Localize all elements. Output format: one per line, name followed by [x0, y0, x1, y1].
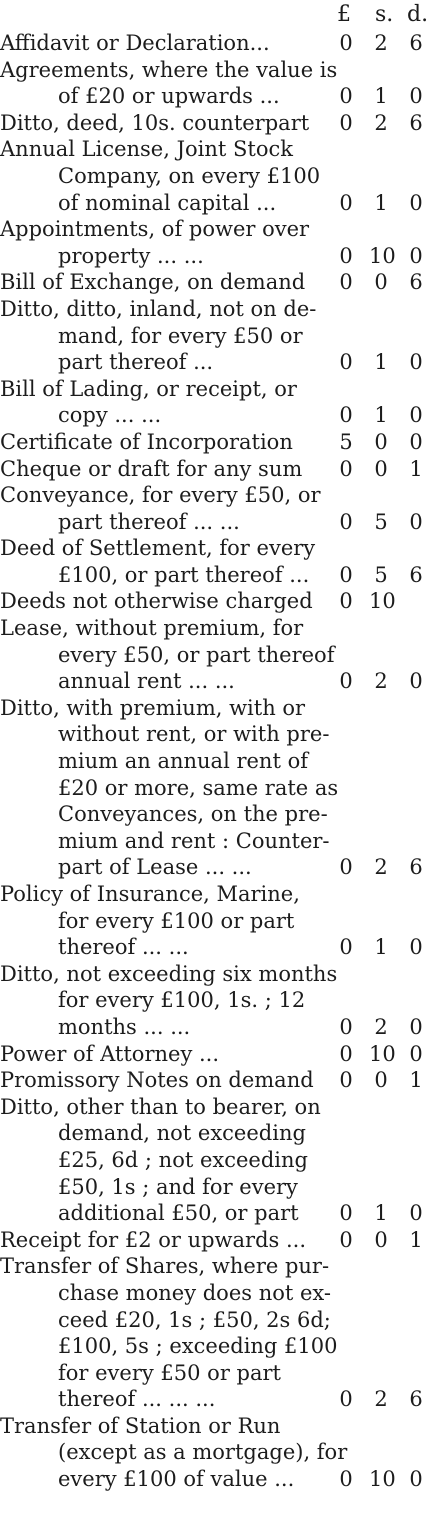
duty-entry [0, 1227, 434, 1254]
pence-value: 6 [409, 562, 423, 587]
entry-text: Promissory Notes on demand [0, 1068, 314, 1093]
entry-line [0, 1439, 434, 1466]
entry-text: for every £50 or part [58, 1360, 281, 1385]
entry-text: Ditto, not exceeding six months [0, 961, 338, 986]
entry-text: property ... ... [58, 243, 204, 268]
duty-entry [0, 615, 434, 695]
entry-text: Receipt for £2 or upwards ... [0, 1227, 307, 1252]
pence-value: 6 [409, 270, 423, 295]
column-headers [0, 0, 434, 30]
pence-value: 1 [409, 1227, 423, 1252]
entry-text: Cheque or draft for any sum [0, 456, 303, 481]
pence-value: 6 [409, 855, 423, 880]
entry-text: Certificate of Incorporation [0, 429, 293, 454]
entry-line [0, 1227, 434, 1254]
shillings-value: 5 [374, 509, 388, 534]
duty-entry [0, 456, 434, 483]
duty-entry [0, 110, 434, 137]
duty-entry [0, 482, 434, 535]
shillings-value: 2 [374, 1387, 388, 1412]
shillings-value: 0 [374, 429, 388, 454]
entry-line [0, 402, 434, 429]
shillings-value: 2 [374, 669, 388, 694]
duty-entry [0, 1041, 434, 1068]
entry-text: mium an annual rent of [58, 749, 308, 774]
entry-line [0, 429, 434, 456]
pence-value: 0 [409, 1467, 423, 1492]
shillings-value: 0 [374, 1227, 388, 1252]
entry-line [0, 987, 434, 1014]
entry-text: additional £50, or part [58, 1201, 299, 1226]
pounds-value: 0 [339, 31, 353, 55]
pounds-value: 0 [339, 84, 353, 109]
entry-line [0, 588, 434, 615]
pounds-value: 0 [339, 1467, 353, 1492]
entry-text: Appointments, of power over [0, 217, 310, 242]
entry-text: Conveyance, for every £50, or [0, 483, 321, 508]
pounds-value: 0 [339, 509, 353, 534]
duty-entry [0, 1067, 434, 1094]
pounds-value: 0 [339, 562, 353, 587]
shillings-value: 2 [374, 110, 388, 135]
entry-line [0, 1280, 434, 1307]
duty-entry [0, 1413, 434, 1493]
shillings-value: 1 [374, 190, 388, 215]
entry-line [0, 376, 434, 403]
pounds-value: 0 [339, 1201, 353, 1226]
entry-line [0, 1360, 434, 1387]
pounds-value: 0 [339, 243, 353, 268]
entry-text: £100, 5s ; exceeding £100 [58, 1334, 338, 1359]
pounds-header: £ [337, 2, 351, 27]
pence-value: 0 [409, 190, 423, 215]
entry-text: of £20 or upwards ... [58, 84, 280, 109]
duty-entry [0, 269, 434, 296]
entry-line [0, 110, 434, 137]
entry-text: £50, 1s ; and for every [58, 1174, 298, 1199]
entry-text: every £50, or part thereof [58, 642, 335, 667]
pence-value: 0 [409, 1041, 423, 1066]
pence-value: 0 [409, 669, 423, 694]
entry-text: annual rent ... ... [58, 669, 235, 694]
pounds-value: 0 [339, 1068, 353, 1093]
shillings-value: 0 [374, 1068, 388, 1093]
entry-line [0, 828, 434, 855]
entry-text: demand, not exceeding [58, 1121, 306, 1146]
entry-text: months ... ... [58, 1014, 191, 1039]
entry-line [0, 163, 434, 190]
entry-text: mium and rent : Counter- [58, 828, 330, 853]
entry-text: Conveyances, on the pre- [58, 802, 328, 827]
pence-header: d. [407, 2, 429, 27]
pence-value: 1 [409, 456, 423, 481]
entry-line [0, 1333, 434, 1360]
entry-text: Transfer of Shares, where pur- [0, 1254, 330, 1279]
entry-line [0, 243, 434, 270]
entry-text: £20 or more, same rate as [58, 775, 339, 800]
pounds-value: 0 [339, 1387, 353, 1412]
entry-line [0, 1041, 434, 1068]
shillings-value: 10 [369, 1041, 396, 1066]
entry-line [0, 1147, 434, 1174]
entry-line [0, 269, 434, 296]
entry-line [0, 1386, 434, 1413]
entry-line [0, 615, 434, 642]
entry-text: Transfer of Station or Run [0, 1413, 281, 1438]
entry-line [0, 1094, 434, 1121]
shillings-value: 2 [374, 1014, 388, 1039]
entry-text: Agreements, where the value is [0, 57, 338, 82]
duty-entry [0, 881, 434, 961]
pence-value: 0 [409, 403, 423, 428]
pence-value: 0 [409, 1014, 423, 1039]
entry-line [0, 1413, 434, 1440]
entry-line [0, 801, 434, 828]
entry-line [0, 775, 434, 802]
entry-text: Power of Attorney ... [0, 1041, 220, 1066]
pence-value: 0 [409, 1201, 423, 1226]
shillings-value: 1 [374, 350, 388, 375]
shillings-value: 1 [374, 84, 388, 109]
entry-text: thereof ... ... [58, 935, 189, 960]
entry-line [0, 83, 434, 110]
entry-line [0, 349, 434, 376]
entry-text: Annual License, Joint Stock [0, 137, 293, 162]
duty-entry [0, 1253, 434, 1413]
duty-entry [0, 136, 434, 216]
duty-entry [0, 376, 434, 429]
entry-line [0, 1014, 434, 1041]
entry-text: £100, or part thereof ... [58, 562, 310, 587]
pence-value: 1 [409, 1068, 423, 1093]
entry-line [0, 323, 434, 350]
entry-line [0, 1466, 434, 1493]
pence-value: 0 [409, 429, 423, 454]
pounds-value: 0 [339, 403, 353, 428]
shillings-value: 10 [369, 243, 396, 268]
pence-value: 0 [409, 935, 423, 960]
pence-value: 0 [409, 350, 423, 375]
entry-text: part thereof ... [58, 350, 214, 375]
duty-entry [0, 57, 434, 110]
entry-text: every £100 of value ... [58, 1467, 295, 1492]
entry-line [0, 509, 434, 536]
entry-line [0, 881, 434, 908]
pence-value: 6 [409, 110, 423, 135]
entry-text: part thereof ... ... [58, 509, 240, 534]
entry-line [0, 721, 434, 748]
pence-value: 6 [409, 1387, 423, 1412]
entry-text: Bill of Exchange, on demand [0, 270, 306, 295]
pence-value: 0 [409, 243, 423, 268]
entry-line [0, 30, 434, 57]
entry-text: £25, 6d ; not exceeding [58, 1147, 308, 1172]
pence-value: 0 [409, 509, 423, 534]
duty-entry [0, 30, 434, 57]
duty-entry [0, 1094, 434, 1227]
shillings-value: 2 [374, 31, 388, 55]
shillings-value: 10 [369, 1467, 396, 1492]
entry-text: mand, for every £50 or [58, 323, 303, 348]
entry-text: for every £100, 1s. ; 12 [58, 988, 306, 1013]
shillings-value: 0 [374, 270, 388, 295]
entry-line [0, 456, 434, 483]
entry-text: Ditto, ditto, inland, not on de- [0, 296, 317, 321]
entry-text: (except as a mortgage), for [58, 1440, 348, 1465]
entry-line [0, 1067, 434, 1094]
duty-entry [0, 216, 434, 269]
entry-line [0, 748, 434, 775]
entry-line [0, 136, 434, 163]
duty-entry [0, 296, 434, 376]
pounds-value: 0 [339, 935, 353, 960]
pounds-value: 0 [339, 190, 353, 215]
entry-text: of nominal capital ... [58, 190, 277, 215]
entry-line [0, 668, 434, 695]
pence-value: 6 [409, 31, 423, 55]
entry-text: Deed of Settlement, for every [0, 536, 316, 561]
entry-line [0, 1200, 434, 1227]
entry-text: Policy of Insurance, Marine, [0, 882, 300, 906]
entry-text: Affidavit or Declaration... [0, 31, 270, 55]
duty-entry [0, 588, 434, 615]
pounds-value: 0 [339, 110, 353, 135]
entry-line [0, 1307, 434, 1334]
entry-text: for every £100 or part [58, 908, 295, 933]
pounds-value: 5 [339, 429, 353, 454]
entry-text: Company, on every £100 [58, 163, 321, 188]
pounds-value: 0 [339, 589, 353, 614]
pounds-value: 0 [339, 669, 353, 694]
entry-line [0, 1174, 434, 1201]
entry-line [0, 190, 434, 217]
entry-text: part of Lease ... ... [58, 855, 252, 880]
entry-text: Lease, without premium, for [0, 616, 304, 641]
entry-text: chase money does not ex- [58, 1280, 331, 1305]
duty-entry [0, 429, 434, 456]
shillings-value: 1 [374, 1201, 388, 1226]
shillings-value: 5 [374, 562, 388, 587]
duty-entry [0, 535, 434, 588]
shillings-value: 1 [374, 935, 388, 960]
shillings-value: 1 [374, 403, 388, 428]
shillings-value: 0 [374, 456, 388, 481]
entry-line [0, 296, 434, 323]
entry-line [0, 216, 434, 243]
duty-entry [0, 695, 434, 881]
entry-text: ceed £20, 1s ; £50, 2s 6d; [58, 1307, 331, 1332]
entry-line [0, 908, 434, 935]
pounds-value: 0 [339, 350, 353, 375]
pounds-value: 0 [339, 270, 353, 295]
pounds-value: 0 [339, 1041, 353, 1066]
entry-line [0, 562, 434, 589]
entry-line [0, 535, 434, 562]
entry-line [0, 1120, 434, 1147]
entry-text: without rent, or with pre- [58, 722, 330, 747]
duty-rows [0, 30, 434, 1493]
entry-line [0, 57, 434, 84]
entry-text: thereof ... ... ... [58, 1387, 216, 1412]
entry-line [0, 1253, 434, 1280]
entry-text: copy ... ... [58, 403, 162, 428]
pounds-value: 0 [339, 1227, 353, 1252]
entry-text: Bill of Lading, or receipt, or [0, 376, 297, 401]
duty-entry [0, 961, 434, 1041]
entry-line [0, 854, 434, 881]
entry-line [0, 695, 434, 722]
entry-text: Ditto, other than to bearer, on [0, 1094, 321, 1119]
pounds-value: 0 [339, 1014, 353, 1039]
entry-line [0, 934, 434, 961]
entry-text: Ditto, deed, 10s. counterpart [0, 110, 310, 135]
pence-value: 0 [409, 84, 423, 109]
entry-text: Ditto, with premium, with or [0, 695, 306, 720]
entry-line [0, 482, 434, 509]
pounds-value: 0 [339, 456, 353, 481]
entry-text: Deeds not otherwise charged [0, 589, 313, 614]
shillings-value: 10 [369, 589, 396, 614]
entry-line [0, 961, 434, 988]
pounds-value: 0 [339, 855, 353, 880]
entry-line [0, 642, 434, 669]
shillings-value: 2 [374, 855, 388, 880]
shillings-header: s. [375, 2, 394, 27]
